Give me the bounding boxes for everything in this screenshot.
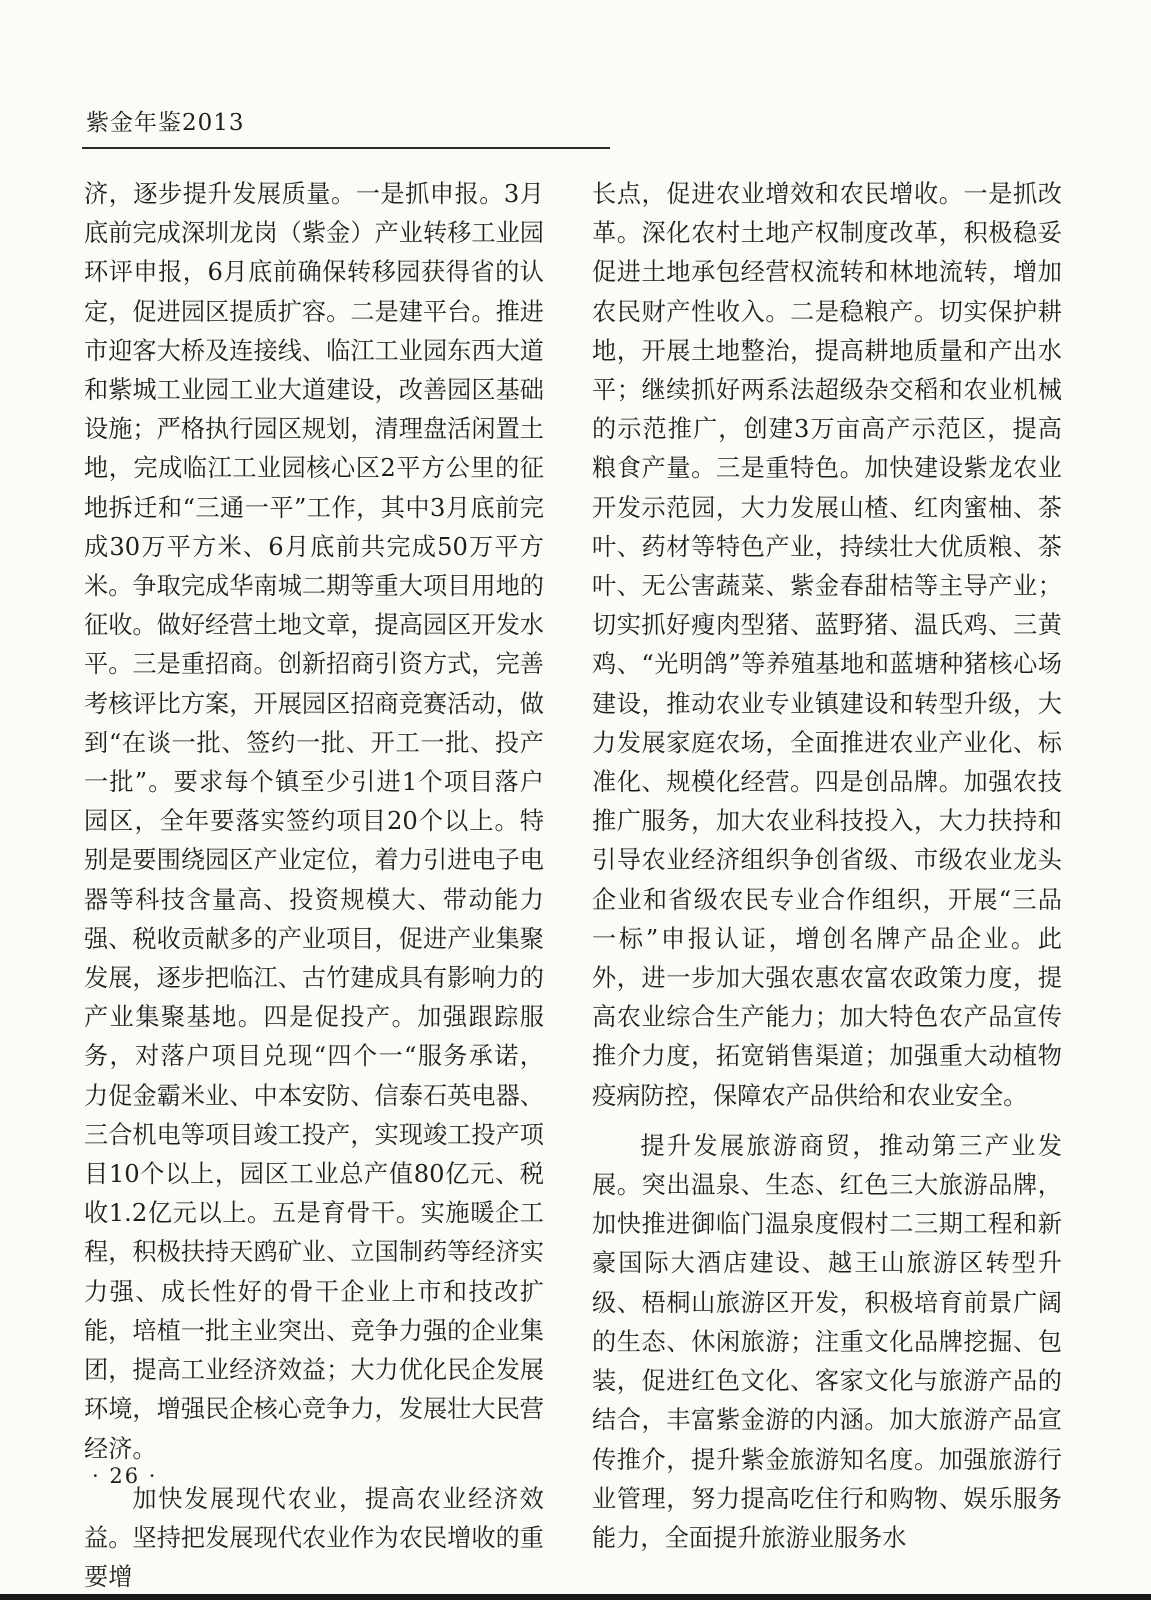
- right-column: [592, 175, 1062, 1558]
- paragraph-tourism-commerce: 提升发展旅游商贸，推动第三产业发展。突出温泉、生态、红色三大旅游品牌，加快推进御临门温泉度假村二三期工程和新豪国际大酒店建设、越王山旅游区转型升级、梧桐山旅游区开发，积极培育前景广阔的生态、休闲旅游；注重文化品牌挖掘、包装，促进红色文化、客家文化与旅游产品的结合，丰富紫金游的内涵。加大旅游产品宣传推介，提升紫金旅游知名度。加强旅游行业管理，努力提高吃住行和购物、娱乐服务能力，全面提升旅游业服务水: [592, 1131, 1062, 1552]
- paragraph-agriculture-measures: 长点，促进农业增效和农民增收。一是抓改革。深化农村土地产权制度改革，积极稳妥促进土地承包经营权流转和林地流转，增加农民财产性收入。二是稳粮产。切实保护耕地，开展土地整治，提高耕地质量和产出水平；继续抓好两系法超级杂交稻和农业机械的示范推广，创建3万亩高产示范区，提高粮食产量。三是重特色。加快建设紫龙农业开发示范园，大力发展山楂、红肉蜜柚、茶叶、药材等特色产业，持续壮大优质粮、茶叶、无公害蔬菜、紫金春甜桔等主导产业；切实抓好瘦肉型猪、蓝野猪、温氏鸡、三黄鸡、“光明鸽”等养殖基地和蓝塘种猪核心场建设，推动农业专业镇建设和转型升级，大力发展家庭农场，全面推进农业产业化、标准化、规模化经营。四是创品牌。加强农技推广服务，加大农业科技投入，大力扶持和引导农业经济组织争创省级、市级农业龙头企业和省级农民专业合作组织，开展“三品一标”申报认证，增创名牌产品企业。此外，进一步加大强农惠农富农政策力度，提高农业综合生产能力；加大特色农产品宣传推介力度，拓宽销售渠道；加强重大动植物疫病防控，保障农产品供给和农业安全。: [592, 180, 1062, 1110]
- scan-edge: [0, 1594, 1151, 1600]
- header-rule: [82, 147, 610, 149]
- paragraph-industrial-parks: 济，逐步提升发展质量。一是抓申报。3月底前完成深圳龙岗（紫金）产业转移工业园环评申报，6月底前确保转移园获得省的认定，促进园区提质扩容。二是建平台。推进市迎客大桥及连接线、临江工业园东西大道和紫城工业园工业大道建设，改善园区基础设施；严格执行园区规划，清理盘活闲置土地，完成临江工业园核心区2平方公里的征地拆迁和“三通一平”工作，其中3月底前完成30万平方米、6月底前共完成50万平方米。争取完成华南城二期等重大项目用地的征收。做好经营土地文章，提高园区开发水平。三是重招商。创新招商引资方式，完善考核评比方案，开展园区招商竞赛活动，做到“在谈一批、签约一批、开工一批、投产一批”。要求每个镇至少引进1个项目落户园区，全年要落实签约项目20个以上。特别是要围绕园区产业定位，着力引进电子电器等科技含量高、投资规模大、带动能力强、税收贡献多的产业项目，促进产业集聚发展，逐步把临江、古竹建成具有影响力的产业集聚基地。四是促投产。加强跟踪服务，对落户项目兑现“四个一“服务承诺，力促金霸米业、中本安防、信泰石英电器、三合机电等项目竣工投产，实现竣工投产项目10个以上，园区工业总产值80亿元、税收1.2亿元以上。五是育骨干。实施暖企工程，积极扶持天鸥矿业、立国制药等经济实力强、成长性好的骨干企业上市和技改扩能，培植一批主业突出、竞争力强的企业集团，提高工业经济效益；大力优化民企发展环境，增强民企核心竞争力，发展壮大民营经济。: [84, 180, 544, 1463]
- running-header: 紫金年鉴2013: [86, 110, 245, 136]
- paragraph-modern-agriculture: 加快发展现代农业，提高农业经济效益。坚持把发展现代农业作为农民增收的重要增: [84, 1484, 544, 1592]
- page-number: · 26 ·: [92, 1464, 158, 1488]
- left-column: [84, 175, 544, 1597]
